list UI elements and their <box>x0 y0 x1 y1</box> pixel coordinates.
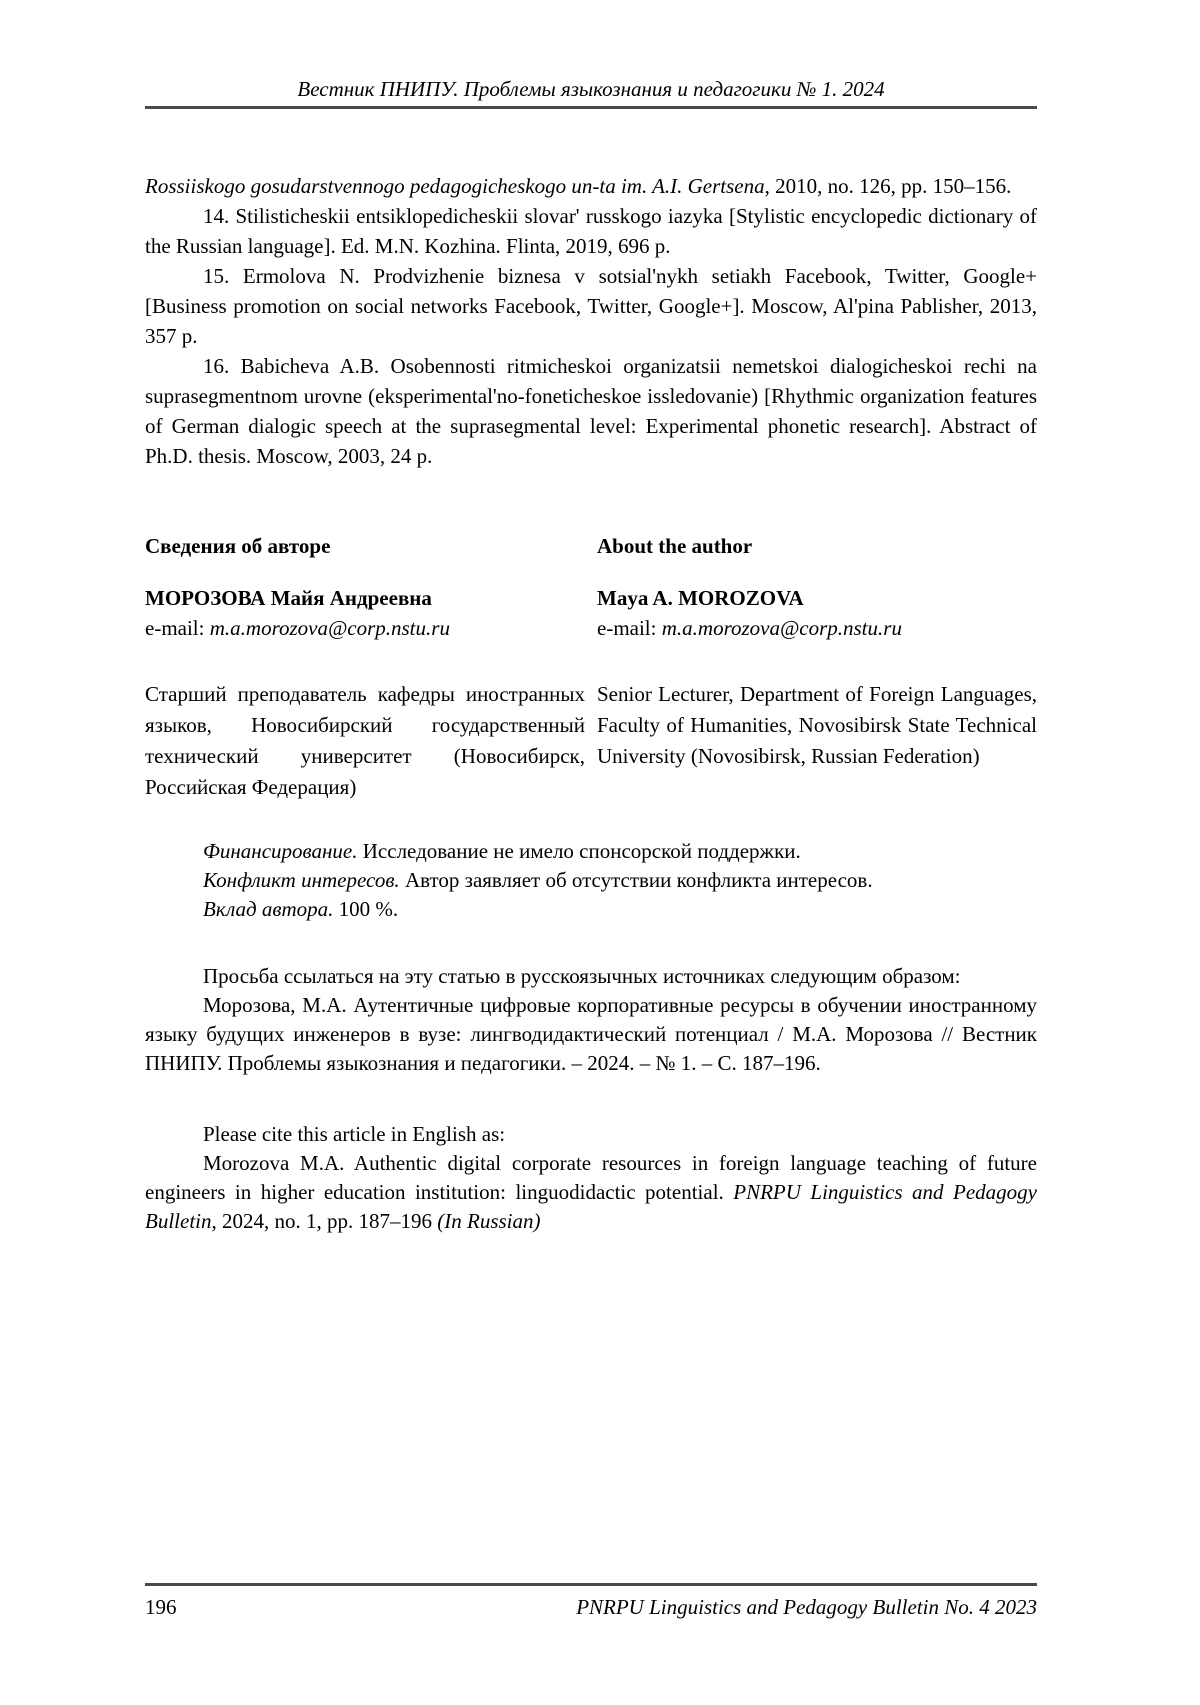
author-section-title-en: About the author <box>597 534 753 558</box>
footer-journal-line: PNRPU Linguistics and Pedagogy Bulletin No. 4 2023 <box>576 1595 1037 1619</box>
author-email-en <box>597 613 1037 643</box>
contribution-text: 100 %. <box>333 897 399 921</box>
contribution-lead: Вклад автора. <box>203 897 334 921</box>
reference-source-regular: , 2010, no. 126, pp. 150–156. <box>764 174 1012 198</box>
reference-item-16: 16. Babicheva A.B. Osobennosti ritmicheskoi organizatsii nemetskoi dialogicheskoi rechi na suprasegmentnom urovne (eksperimental'no-foneticheskoe issledovanie) [Rhythmic organization features of German dialogic speech at the suprasegmental level: Experimental phonetic research]. Abstract of Ph.D. thesis. Moscow, 2003, 24 p. <box>145 354 1037 468</box>
author-section-title-ru: Сведения об авторе <box>145 534 331 558</box>
conflict-text: Автор заявляет об отсутствии конфликта интересов. <box>399 868 873 892</box>
reference-item-14: 14. Stilisticheskii entsiklopedicheskii slovar' russkogo iazyka [Stylistic encyclopedic dictionary of the Russian language]. Ed. M.N. Kozhina. Flinta, 2019, 696 p. <box>145 204 1037 258</box>
page-footer <box>145 1583 1037 1620</box>
citation-en-journal: PNRPU Linguistics and Pedagogy Bulletin <box>145 1180 1037 1233</box>
email-address: m.a.morozova@corp.nstu.ru <box>209 616 450 640</box>
author-affiliation-en: Senior Lecturer, Department of Foreign Languages, Faculty of Humanities, Novosibirsk State Technical University (Novosibirsk, Russian Federation) <box>597 682 1037 768</box>
email-label: e-mail: <box>145 616 210 640</box>
citation-ru-intro: Просьба ссылаться на эту статью в русскоязычных источниках следующим образом: <box>203 964 961 988</box>
citation-en-seg1: Morozova M.A. Authentic digital corporate resources in foreign language teaching of future engineers in higher education institution: linguodidactic potential. <box>145 1151 1037 1204</box>
citation-ru-text: Морозова, М.А. Аутентичные цифровые корпоративные ресурсы в обучении иностранному языку будущих инженеров в вузе: лингводидактический потенциал / М.А. Морозова // Вестник ПНИПУ. Проблемы языкознания и педагогики. – 2024. – № 1. – С. 187–196. <box>145 993 1037 1075</box>
citation-en-intro: Please cite this article in English as: <box>203 1122 506 1146</box>
reference-source-italic: Rossiiskogo gosudarstvennogo pedagogicheskogo un-ta im. A.I. Gertsena <box>145 174 765 198</box>
author-column-ru <box>145 531 585 803</box>
citation-en-block <box>145 1120 1037 1236</box>
disclosures-section <box>203 837 1037 924</box>
citation-ru-block <box>145 962 1037 1078</box>
contribution-statement <box>203 895 1037 924</box>
reference-item-15: 15. Ermolova N. Prodvizhenie biznesa v sotsial'nykh setiakh Facebook, Twitter, Google+ [Business promotion on social networks Facebook, Twitter, Google+]. Moscow, Al'pina Pablisher, 2013, 357 p. <box>145 264 1037 348</box>
conflict-lead: Конфликт интересов. <box>203 868 400 892</box>
email-label: e-mail: <box>597 616 662 640</box>
running-head-text: Вестник ПНИПУ. Проблемы языкознания и педагогики № 1. 2024 <box>297 77 885 101</box>
author-column-en <box>597 531 1037 803</box>
page-content <box>145 0 1037 1236</box>
author-email-ru <box>145 613 585 643</box>
running-head <box>145 0 1037 102</box>
header-rule <box>145 106 1037 109</box>
page-number: 196 <box>145 1595 177 1619</box>
author-name-ru: МОРОЗОВА Майя Андреевна <box>145 586 432 610</box>
author-name-en: Maya A. MOROZOVA <box>597 586 804 610</box>
references-section <box>145 171 1037 471</box>
funding-statement <box>203 837 1037 866</box>
citation-en-language-note: (In Russian) <box>437 1209 541 1233</box>
author-info-section <box>145 531 1037 803</box>
email-address: m.a.morozova@corp.nstu.ru <box>661 616 902 640</box>
reference-item-13-tail <box>145 171 1037 201</box>
author-affiliation-ru: Старший преподаватель кафедры иностранных языков, Новосибирский государственный технический университет (Новосибирск, Российская Федерация) <box>145 682 585 799</box>
citation-en-text <box>145 1149 1037 1236</box>
citation-en-seg3: , 2024, no. 1, pp. 187–196 <box>211 1209 438 1233</box>
funding-lead: Финансирование. <box>203 839 358 863</box>
funding-text: Исследование не имело спонсорской поддержки. <box>357 839 801 863</box>
conflict-statement <box>203 866 1037 895</box>
